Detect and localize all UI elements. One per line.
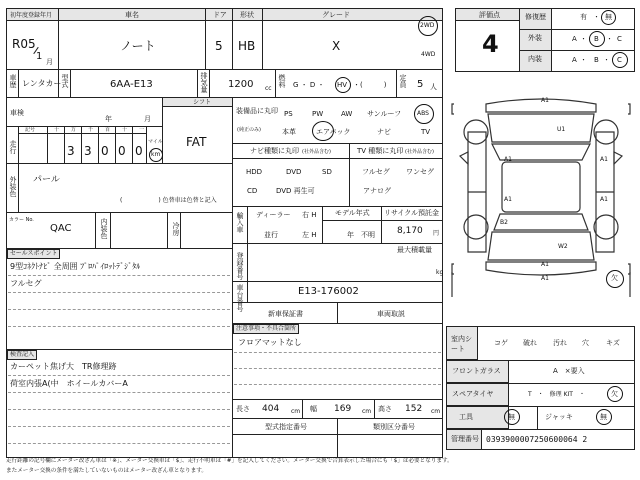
length-value: 404 — [262, 404, 280, 414]
fuel-hv: HV — [337, 81, 348, 89]
shift-value: FAT — [186, 135, 207, 149]
inspection-year: 年 — [105, 115, 112, 123]
grade-score: 4 — [482, 30, 499, 58]
management-label: 管理番号 — [451, 435, 479, 443]
mark-a1-right: A1 — [600, 156, 608, 163]
model-year-value: 年 不明 — [347, 231, 375, 239]
max-load-unit: kg — [436, 269, 444, 276]
tools-none: 無 — [508, 413, 515, 421]
tv-fullseg: フルセグ — [362, 168, 390, 176]
mile-label: マイル — [148, 139, 163, 145]
exterior-color-value: パール — [33, 175, 60, 185]
doors-label: ドア — [213, 11, 227, 19]
seat-tear: 破れ — [523, 339, 537, 347]
eq-leather: 本革 — [282, 128, 296, 136]
inspector-line-2: 荷室内張A(中 ホイールカバーA — [10, 379, 128, 388]
grade-value: X — [332, 39, 341, 53]
ext-dot1: ・ — [580, 35, 587, 43]
sales-point-label: セールスポイント — [7, 249, 60, 259]
int-dot2: ・ — [603, 56, 610, 64]
mile-u3: 千 — [88, 127, 94, 133]
shape-value: HB — [238, 39, 256, 53]
exterior-label: 外装 — [528, 34, 542, 42]
navi-note: (社外品含む) — [302, 149, 331, 155]
recycle-label: リサイクル預託金 — [384, 209, 440, 217]
import-parallel: 並行 — [264, 231, 278, 239]
mark-a1-rr: A1 — [600, 196, 608, 203]
inspection-label: 車検 — [10, 109, 24, 117]
exterior-color-label: 外装色 — [9, 176, 17, 197]
repair-label: 修復歴 — [525, 13, 546, 21]
navi-sd: SD — [322, 168, 332, 176]
mile-u0: 記号 — [25, 127, 36, 133]
tv-analog: アナログ — [363, 187, 391, 195]
repair-yes: 有 — [580, 13, 587, 21]
color-code-value: QAC — [50, 223, 72, 234]
first-reg-year: R05 — [12, 37, 36, 51]
equipment-label: 装備品に丸印 — [236, 107, 278, 115]
footer-line-2: またメーター交換の条件を満たしていないものはメーター改ざん車となります。 — [6, 468, 207, 474]
footer-line-1: 走行距離の記号欄にメーター改ざん車は「※」、メーター交換車は「$」、走行不明車は「#」を記入してください。メーター交換で合算表示した場合にも「$」は必要となります。 — [6, 458, 453, 464]
model-label: 型式 — [61, 74, 69, 88]
jack-none: 無 — [600, 413, 607, 421]
width-value: 169 — [334, 404, 352, 414]
drive-2wd: 2WD — [420, 22, 435, 29]
tools-label: 工具 — [459, 413, 473, 421]
navi-hdd: HDD — [246, 168, 263, 176]
mile-d0: 3 — [67, 144, 75, 158]
int-a: A — [572, 56, 577, 64]
usage-value: レンタカー — [22, 79, 62, 88]
grade-label: グレード — [322, 11, 350, 19]
displacement-unit: cc — [265, 85, 272, 92]
interior-label: 内装 — [528, 55, 542, 63]
inspection-month: 月 — [144, 115, 151, 123]
aircon-label: 冷房 — [172, 222, 180, 236]
mile-u6: 一 — [139, 127, 145, 133]
eq-tv: TV — [421, 128, 431, 136]
drive-4wd: 4WD — [421, 51, 436, 58]
mark-b2: B2 — [500, 219, 508, 226]
eq-ps: PS — [284, 110, 293, 118]
front-glass-label: フロントガラス — [452, 367, 501, 375]
model-value: 6AA-E13 — [110, 79, 153, 90]
recycle-value: 8,170 — [397, 226, 423, 236]
navi-dvd-play: DVD 再生可 — [276, 187, 315, 195]
mile-d4: 0 — [135, 144, 143, 158]
mark-a1-left: A1 — [504, 156, 512, 163]
inspector-line-1: カーペット焦げ大 TR修理跡 — [10, 362, 117, 371]
repair-no: 無 — [605, 13, 612, 21]
mark-a1-bumper: A1 — [541, 275, 549, 282]
fuel-label: 燃料 — [278, 74, 286, 88]
mile-u4: 百 — [105, 127, 111, 133]
equipment-sub: (純正のみ) — [237, 127, 261, 133]
height-value: 152 — [405, 404, 423, 414]
ext-dot2: ・ — [606, 35, 613, 43]
first-reg-label: 初年度登録年月 — [10, 12, 53, 19]
shift-label: シフト — [193, 99, 212, 106]
eq-pw: PW — [312, 110, 324, 118]
width-unit: cm — [362, 408, 372, 415]
defects-value: フロアマットなし — [238, 338, 302, 347]
mark-a1-rl: A1 — [504, 196, 512, 203]
capacity-unit: 人 — [430, 83, 437, 91]
mark-a1-front: A1 — [541, 97, 549, 104]
mark-w2: W2 — [558, 243, 568, 250]
mile-u5: 十 — [122, 127, 128, 133]
eq-abs: ABS — [417, 110, 429, 117]
height-unit: cm — [431, 408, 441, 415]
inspector-note-label: 検査記入 — [7, 350, 37, 360]
usage-label: 車歴 — [9, 74, 17, 88]
category-no: 類別区分番号 — [373, 423, 415, 431]
tv-oneseg: ワンセグ — [406, 168, 434, 176]
first-reg-month: 1 — [36, 51, 43, 62]
fuel-options: G ・ D ・ — [293, 81, 325, 89]
name-label: 車名 — [125, 11, 139, 19]
seat-scratch: キズ — [606, 339, 620, 347]
seat-stain: 汚れ — [553, 339, 567, 347]
recycle-unit: 円 — [433, 230, 440, 237]
new-car-warranty: 新車保証書 — [268, 310, 303, 318]
displacement-label: 排気量 — [200, 72, 208, 93]
eq-airbag: エアバック — [316, 128, 351, 136]
ext-c: C — [617, 35, 622, 43]
mark-a1-rear: A1 — [541, 261, 549, 268]
tv-note: (社外品含む) — [405, 149, 434, 155]
mileage-label: 走行 — [9, 140, 17, 154]
capacity-label: 定員 — [399, 74, 407, 88]
car-name: ノート — [120, 39, 156, 53]
int-dot1: ・ — [580, 56, 587, 64]
import-left: 左 H — [302, 231, 317, 239]
int-c: C — [617, 56, 622, 64]
length-unit: cm — [291, 408, 301, 415]
mark-missing: 欠 — [611, 274, 618, 282]
tv-label: TV 種類に丸印 — [357, 147, 404, 155]
chassis-value: E13-176002 — [298, 286, 359, 297]
first-reg-month-unit: 月 — [46, 58, 53, 66]
import-right: 右 H — [302, 211, 317, 219]
management-value: 0393900007250600064 2 — [486, 435, 588, 444]
sales-line-1: 9型ｺﾈｸﾄﾅﾋﾞ 全周囲 ﾌﾟﾛﾊﾟｲﾛｯﾄﾃﾞｼﾞﾀﾙ — [10, 262, 141, 271]
max-load-label: 最大積載量 — [397, 246, 432, 254]
spare-tire-label: スペアタイヤ — [452, 390, 494, 398]
color-code-label: カラー No. — [9, 217, 34, 223]
spare-tire-missing: 欠 — [611, 390, 618, 398]
import-label: 輸入車 — [236, 212, 244, 233]
chassis-label: 車台番号 — [236, 284, 244, 312]
navi-label: ナビ種類に丸印 — [250, 147, 299, 155]
ext-a: A — [572, 35, 577, 43]
navi-dvd: DVD — [286, 168, 302, 176]
defects-label: 注意事項・不具合箇所 — [233, 324, 299, 334]
int-b: B — [594, 56, 599, 64]
car-damage-diagram — [446, 92, 636, 322]
navi-cd: CD — [247, 187, 258, 195]
grade-label: 評価点 — [479, 11, 500, 19]
manual: 車両取説 — [377, 310, 405, 318]
height-label: 高さ — [378, 405, 392, 413]
width-label: 幅 — [310, 405, 317, 413]
eq-navi: ナビ — [377, 128, 391, 136]
sales-line-2: フルセグ — [10, 279, 42, 288]
exterior-color-note: ( ) 色替車は色替と記入 — [120, 197, 217, 204]
displacement-value: 1200 — [228, 79, 254, 90]
model-year-label: モデル年式 — [335, 209, 370, 217]
spare-tire-value: T ・ 修理 KIT ・ — [528, 391, 585, 398]
fuel-rest: ・( ) — [353, 81, 387, 89]
mile-u2: 万 — [71, 127, 77, 133]
import-dealer: ディーラー — [256, 211, 291, 219]
doors-value: 5 — [215, 39, 223, 53]
mile-d2: 0 — [101, 144, 109, 158]
length-label: 長さ — [236, 405, 250, 413]
ext-b: B — [594, 35, 599, 43]
eq-aw: AW — [341, 110, 353, 118]
eq-sunroof: サンルーフ — [367, 110, 402, 118]
interior-color-label: 内装色 — [100, 218, 108, 239]
jack-label: ジャッキ — [545, 413, 573, 421]
capacity-value: 5 — [417, 79, 424, 90]
mile-u1: 十 — [54, 127, 60, 133]
seat-hole: 穴 — [582, 339, 589, 347]
reg-no-label: 登録番号 — [236, 252, 244, 280]
repair-dot: ・ — [593, 13, 600, 21]
interior-seat-label: 室内シート — [451, 335, 472, 353]
mark-u1: U1 — [557, 126, 566, 133]
shape-label: 形状 — [240, 11, 254, 19]
front-glass-value: A ×要入 — [553, 367, 585, 375]
mile-d3: 0 — [118, 144, 126, 158]
seat-burn: コゲ — [494, 339, 508, 347]
type-designation: 型式指定番号 — [265, 423, 307, 431]
km-label: km — [151, 151, 161, 158]
mile-d1: 3 — [84, 144, 92, 158]
